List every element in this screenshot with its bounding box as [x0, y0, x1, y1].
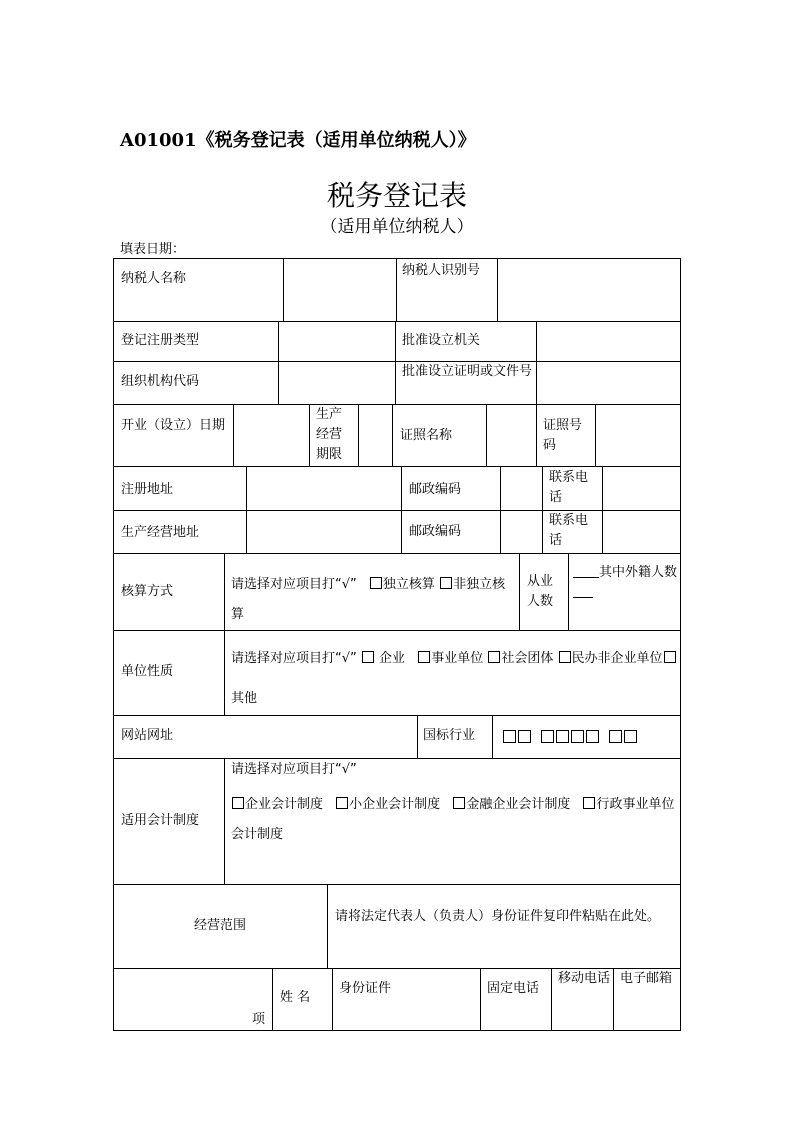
industry-code-box[interactable]: [503, 730, 516, 743]
id-paste-note: 请将法定代表人（负责人）身份证件复印件粘贴在此处。: [335, 909, 661, 924]
col-divider: [486, 404, 487, 466]
industry-code-boxes[interactable]: [502, 730, 638, 752]
input-org-code[interactable]: [283, 364, 389, 400]
label-industry: 国标行业: [423, 728, 476, 743]
col-divider: [224, 553, 225, 715]
input-operating-period[interactable]: [363, 408, 387, 462]
col-divider: [246, 466, 247, 553]
label-website: 网站网址: [121, 728, 174, 743]
label-business-address: 生产经营地址: [121, 525, 200, 540]
col-divider: [233, 404, 234, 466]
label-item: 项: [252, 1012, 266, 1027]
option-private-non-enterprise: 民办非企业单位: [571, 651, 663, 666]
label-taxpayer-name: 纳税人名称: [121, 271, 187, 286]
row-divider: [113, 553, 681, 554]
input-approving-authority[interactable]: [541, 324, 675, 358]
label-mobile-phone: 移动电话: [558, 971, 611, 986]
label-operating-period: 生产经营期限: [316, 407, 343, 462]
label-email: 电子邮箱: [620, 971, 673, 986]
label-id-doc: 身份证件: [339, 981, 392, 996]
prompt-check: 请选择对应项目打“√”: [231, 577, 357, 592]
form-border-bottom: [113, 1030, 681, 1031]
label-opening-date: 开业（设立）日期: [121, 418, 226, 433]
col-divider: [358, 404, 359, 466]
industry-code-box[interactable]: [586, 730, 599, 743]
accounting-method-options: [231, 570, 515, 630]
col-divider: [492, 715, 493, 758]
col-divider: [278, 361, 279, 404]
input-contact-phone-2[interactable]: [607, 513, 675, 549]
col-divider: [327, 884, 328, 968]
col-divider: [595, 404, 596, 466]
input-reg-type[interactable]: [283, 324, 389, 358]
option-enterprise: 企业: [379, 651, 406, 666]
col-divider: [568, 553, 569, 630]
label-approval-doc-no: 批准设立证明或文件号: [402, 364, 533, 379]
label-reg-type: 登记注册类型: [121, 333, 200, 348]
input-reg-address[interactable]: [251, 470, 396, 506]
input-postal-code-1[interactable]: [505, 470, 537, 506]
row-divider: [113, 321, 681, 322]
checkbox-private-non-enterprise[interactable]: [559, 651, 571, 663]
label-reg-address: 注册地址: [121, 482, 174, 497]
input-approval-doc-no[interactable]: [541, 364, 675, 400]
checkbox-social-organization[interactable]: [488, 651, 500, 663]
option-independent-accounting: 独立核算: [382, 577, 435, 592]
row-divider: [113, 361, 681, 362]
option-non-independent-accounting: 非独立核算: [231, 577, 506, 622]
label-org-code: 组织机构代码: [121, 374, 200, 389]
checkbox-non-independent-accounting[interactable]: [440, 577, 452, 589]
label-postal-code-2: 邮政编码: [409, 524, 462, 539]
foreign-employees-field[interactable]: [573, 563, 677, 603]
col-divider: [309, 404, 310, 466]
label-contact-phone-1: 联系电话: [549, 470, 589, 505]
checkbox-financial-enterprise-accounting[interactable]: [453, 797, 465, 809]
input-license-no[interactable]: [600, 408, 675, 462]
form-border-right: [680, 258, 681, 1031]
col-divider: [395, 361, 396, 404]
option-small-enterprise-accounting: 小企业会计制度: [349, 797, 441, 812]
col-divider: [480, 968, 481, 1031]
col-divider: [602, 466, 603, 553]
input-postal-code-2[interactable]: [505, 513, 537, 549]
prompt-check: 请选择对应项目打“√”: [231, 651, 357, 666]
form-subtitle: （适用单位纳税人）: [320, 217, 474, 237]
checkbox-enterprise-accounting[interactable]: [232, 797, 244, 809]
col-divider: [395, 321, 396, 361]
checkbox-public-institution[interactable]: [418, 651, 430, 663]
label-business-scope: 经营范围: [193, 918, 246, 933]
input-taxpayer-id[interactable]: [503, 264, 673, 314]
foreign-employees-blank[interactable]: [573, 563, 599, 578]
col-divider: [278, 321, 279, 361]
col-divider: [519, 553, 520, 630]
col-divider: [536, 361, 537, 404]
row-divider: [113, 884, 681, 885]
checkbox-small-enterprise-accounting[interactable]: [336, 797, 348, 809]
label-license-name: 证照名称: [400, 428, 453, 443]
col-divider: [392, 404, 393, 466]
label-license-no: 证照号码: [543, 418, 583, 453]
prompt-check: 请选择对应项目打“√”: [231, 762, 357, 777]
col-divider: [401, 466, 402, 553]
industry-code-box[interactable]: [518, 730, 531, 743]
checkbox-administrative-accounting[interactable]: [583, 797, 595, 809]
label-employees: 从业人数: [527, 574, 554, 609]
label-contact-phone-2: 联系电话: [549, 513, 589, 548]
label-approving-authority: 批准设立机关: [402, 333, 481, 348]
col-divider: [272, 968, 273, 1031]
input-license-name[interactable]: [491, 408, 531, 462]
col-divider: [417, 715, 418, 758]
label-foreign-employees: 其中外籍人数: [599, 565, 678, 580]
row-divider: [113, 466, 681, 467]
industry-code-box[interactable]: [624, 730, 637, 743]
col-divider: [497, 258, 498, 321]
label-postal-code-1: 邮政编码: [409, 482, 462, 497]
option-other: 其他: [231, 691, 258, 706]
checkbox-independent-accounting[interactable]: [370, 577, 382, 589]
col-divider: [224, 758, 225, 884]
col-divider: [283, 258, 284, 321]
input-opening-date[interactable]: [238, 408, 304, 462]
label-fixed-phone: 固定电话: [487, 981, 540, 996]
checkbox-enterprise[interactable]: [362, 651, 374, 663]
label-taxpayer-id: 纳税人识别号: [402, 263, 481, 278]
col-divider: [551, 968, 552, 1031]
col-divider: [500, 466, 501, 553]
option-administrative-accounting: 行政事业单位会计制度: [231, 797, 675, 842]
accounting-system-options: [231, 790, 677, 850]
input-contact-phone-1[interactable]: [607, 470, 675, 506]
row-divider: [113, 630, 681, 631]
label-accounting-system: 适用会计制度: [121, 813, 200, 828]
industry-code-box[interactable]: [571, 730, 584, 743]
col-divider: [536, 404, 537, 466]
col-divider: [542, 466, 543, 553]
form-border-top: [113, 258, 681, 259]
checkbox-other[interactable]: [664, 651, 676, 663]
document-title: A01001《税务登记表（适用单位纳税人）》: [120, 130, 476, 151]
col-divider: [613, 968, 614, 1031]
input-business-address[interactable]: [251, 513, 396, 549]
option-financial-enterprise-accounting: 金融企业会计制度: [466, 797, 571, 812]
label-name: 姓 名: [280, 990, 311, 1005]
label-accounting-method: 核算方式: [121, 584, 174, 599]
industry-code-box[interactable]: [609, 730, 622, 743]
col-divider: [332, 968, 333, 1031]
industry-code-box[interactable]: [541, 730, 554, 743]
col-divider: [396, 258, 397, 321]
option-public-institution: 事业单位: [431, 651, 484, 666]
form-title: 税务登记表: [326, 179, 467, 212]
industry-code-box[interactable]: [556, 730, 569, 743]
label-unit-nature: 单位性质: [121, 664, 174, 679]
option-social-organization: 社会团体: [501, 651, 554, 666]
fill-date-label[interactable]: 填表日期：: [120, 242, 186, 257]
col-divider: [536, 321, 537, 361]
tax-registration-form: [113, 258, 681, 1031]
foreign-employees-count-blank[interactable]: [573, 583, 593, 598]
row-divider: [113, 758, 681, 759]
unit-nature-options: [231, 639, 677, 719]
option-enterprise-accounting: 企业会计制度: [245, 797, 324, 812]
input-website[interactable]: [229, 718, 413, 754]
